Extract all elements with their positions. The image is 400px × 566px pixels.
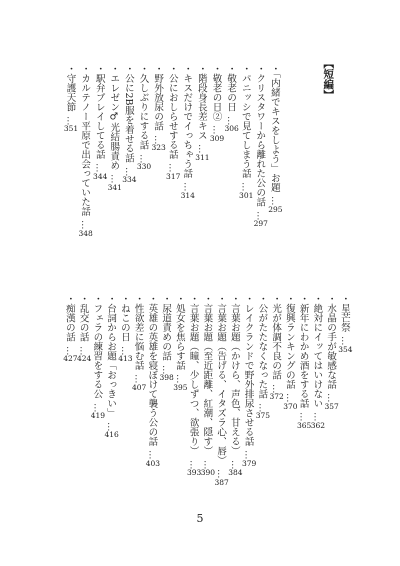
entry-title: 性欲差に悩む話 bbox=[132, 303, 144, 370]
entry-leader: … bbox=[173, 374, 185, 384]
entry-page-number: 370 bbox=[283, 401, 298, 411]
entry-page-number: 403 bbox=[145, 458, 161, 468]
entry-title: エレゼン♂光結腸責め bbox=[108, 73, 120, 170]
entry-page-number: 295 bbox=[268, 204, 283, 214]
entry-bullet: ・ bbox=[118, 294, 130, 304]
toc-entry bbox=[61, 64, 78, 133]
entry-title: 言葉お題（かけら、声色、甘える） bbox=[228, 303, 240, 456]
entry-leader: … bbox=[254, 210, 266, 220]
entry-bullet: ・ bbox=[239, 64, 251, 74]
entry-leader: … bbox=[187, 459, 199, 469]
entry-page-number: 357 bbox=[324, 401, 339, 411]
entry-title: 階段身長差キス bbox=[195, 73, 207, 140]
entry-title: 言葉お題（至近距離、紅潮、隠す） bbox=[201, 303, 213, 456]
entry-leader: … bbox=[146, 450, 158, 460]
entry-bullet: ・ bbox=[325, 294, 337, 304]
entry-bullet: ・ bbox=[254, 64, 266, 74]
entry-title: 公に2B服を着せる話 bbox=[122, 73, 134, 163]
entry-page-number: 334 bbox=[122, 175, 137, 185]
entry-title: 台詞からお題「おっきい」 bbox=[105, 303, 117, 418]
entry-bullet: ・ bbox=[146, 294, 158, 304]
entry-bullet: ・ bbox=[173, 294, 185, 304]
entry-leader: … bbox=[132, 374, 144, 384]
entry-page-number: 354 bbox=[338, 344, 353, 354]
entry-title: 星芒祭 bbox=[338, 303, 350, 332]
entry-page-number: 407 bbox=[132, 382, 147, 392]
entry-title: 守護天節 bbox=[64, 73, 76, 112]
entry-page-number: 390 bbox=[200, 468, 216, 477]
entry-page-number: 362 bbox=[310, 420, 326, 430]
entry-leader: … bbox=[64, 115, 76, 125]
entry-page-number: 341 bbox=[107, 182, 122, 192]
entry-bullet: ・ bbox=[105, 294, 117, 304]
entry-bullet: ・ bbox=[93, 64, 105, 74]
entry-bullet: ・ bbox=[122, 64, 134, 74]
entry-title: クリスタワーから離れた公の話 bbox=[254, 73, 266, 207]
entry-bullet: ・ bbox=[268, 64, 280, 74]
entry-bullet: ・ bbox=[63, 294, 75, 304]
entry-title: 敬老の日 bbox=[225, 73, 237, 112]
entry-leader: … bbox=[166, 163, 178, 173]
entry-bullet: ・ bbox=[137, 64, 149, 74]
entry-leader: … bbox=[270, 383, 282, 393]
entry-leader: … bbox=[195, 144, 207, 154]
entry-page-number: 306 bbox=[224, 124, 239, 133]
entry-page-number: 398 bbox=[159, 373, 174, 382]
entry-bullet: ・ bbox=[225, 64, 237, 74]
entry-bullet: ・ bbox=[166, 64, 178, 74]
entry-bullet: ・ bbox=[79, 64, 91, 74]
entry-title: パニッシで見てしまう話 bbox=[239, 73, 251, 178]
entry-leader: … bbox=[152, 134, 164, 144]
entry-leader: … bbox=[283, 393, 295, 403]
entry-title: 処女を焦らす話 bbox=[173, 303, 185, 370]
page-number: 5 bbox=[196, 512, 204, 525]
entry-title: 英雄の英雄を寝ぼけて襲う公の話 bbox=[146, 303, 158, 446]
entry-leader: … bbox=[160, 364, 172, 374]
entry-bullet: ・ bbox=[91, 294, 103, 304]
entry-bullet: ・ bbox=[338, 294, 350, 304]
entry-bullet: ・ bbox=[256, 294, 268, 304]
entry-bullet: ・ bbox=[187, 294, 199, 304]
entry-title: 「内緒でキスをしよう」お題 bbox=[268, 73, 280, 193]
entry-leader: … bbox=[91, 402, 103, 412]
entry-page-number: 379 bbox=[242, 458, 257, 468]
entry-page-number: 351 bbox=[63, 124, 79, 133]
entry-bullet: ・ bbox=[311, 294, 323, 304]
entry-leader: … bbox=[137, 153, 149, 163]
entry-title: 絶対にイッてはいけない bbox=[311, 303, 323, 408]
entry-title: 公がたたなくなった話 bbox=[256, 303, 268, 399]
entry-bullet: ・ bbox=[181, 64, 193, 74]
entry-page-number: 413 bbox=[118, 354, 133, 363]
entry-page-number: 393 bbox=[187, 468, 202, 477]
entry-bullet: ・ bbox=[160, 294, 172, 304]
entry-title: 公におしらせする話 bbox=[166, 73, 178, 159]
entry-leader: … bbox=[338, 336, 350, 346]
entry-page-number: 384 bbox=[228, 468, 243, 477]
entry-page-number: 395 bbox=[173, 382, 188, 392]
entry-leader: … bbox=[93, 163, 105, 173]
entry-title: キスだけでイっちゃう話 bbox=[181, 73, 193, 178]
entry-bullet: ・ bbox=[108, 64, 120, 74]
entry-page-number: 427 bbox=[63, 354, 78, 363]
entry-page-number: 365 bbox=[297, 420, 312, 430]
entry-title: カルテノー平原で出会っていた話 bbox=[79, 73, 91, 216]
entry-page-number: 348 bbox=[78, 228, 93, 238]
entry-title: フェラの練習をする公 bbox=[91, 303, 103, 399]
entry-leader: … bbox=[210, 125, 222, 135]
section-heading: 【短編】 bbox=[322, 58, 335, 100]
entry-bullet: ・ bbox=[297, 294, 309, 304]
entry-page-number: 330 bbox=[136, 162, 152, 171]
entry-title: 痴漢の話 bbox=[63, 303, 75, 342]
entry-title: 新年にわかめ酒をする話 bbox=[297, 303, 309, 408]
entry-page-number: 416 bbox=[104, 430, 119, 439]
entry-page-number: 375 bbox=[255, 411, 271, 420]
entry-title: 駅弁プレイしてる話 bbox=[93, 73, 105, 159]
entry-title: 野外放尿の話 bbox=[152, 73, 164, 131]
entry-leader: … bbox=[201, 459, 213, 469]
entry-bullet: ・ bbox=[195, 64, 207, 74]
entry-bullet: ・ bbox=[152, 64, 164, 74]
entry-leader: … bbox=[311, 412, 323, 422]
entry-leader: … bbox=[215, 469, 227, 479]
entry-title: ねこの日 bbox=[118, 303, 130, 342]
entry-title: レイクランドで野外排尿させる話 bbox=[242, 303, 254, 446]
entry-leader: … bbox=[63, 345, 75, 355]
entry-page-number: 297 bbox=[253, 219, 268, 228]
entry-bullet: ・ bbox=[64, 64, 76, 74]
entry-leader: … bbox=[242, 450, 254, 460]
entry-page-number: 301 bbox=[239, 190, 254, 200]
entry-title: 光が体調不良の話 bbox=[270, 303, 282, 380]
entry-title: 乱交の話 bbox=[77, 303, 89, 342]
entry-bullet: ・ bbox=[242, 294, 254, 304]
entry-bullet: ・ bbox=[270, 294, 282, 304]
entry-bullet: ・ bbox=[210, 64, 222, 74]
entry-title: 久しぶりにする話 bbox=[137, 73, 149, 150]
entry-page-number: 424 bbox=[77, 354, 92, 363]
entry-bullet: ・ bbox=[283, 294, 295, 304]
entry-page-number: 314 bbox=[180, 190, 195, 200]
entry-title: 復興ランキングの話 bbox=[283, 303, 295, 389]
toc-entry bbox=[60, 294, 77, 363]
entry-page-number: 419 bbox=[90, 411, 106, 420]
entry-leader: … bbox=[79, 220, 91, 230]
entry-leader: … bbox=[105, 421, 117, 431]
entry-leader: … bbox=[77, 345, 89, 355]
entry-page-number: 311 bbox=[195, 152, 210, 162]
entry-leader: … bbox=[297, 412, 309, 422]
entry-title: 言葉お題（告げる、イタズラ心、唇） bbox=[215, 303, 227, 465]
entry-title: 尿道責めの話 bbox=[160, 303, 172, 361]
entry-leader: … bbox=[225, 115, 237, 125]
entry-page-number: 344 bbox=[93, 171, 108, 181]
entry-title: 水晶の手が敏感な話 bbox=[325, 303, 337, 389]
entry-page-number: 317 bbox=[166, 171, 181, 181]
entry-page-number: 309 bbox=[209, 133, 225, 143]
entry-page-number: 372 bbox=[269, 392, 284, 401]
entry-leader: … bbox=[325, 393, 337, 403]
entry-leader: … bbox=[268, 196, 280, 206]
entry-bullet: ・ bbox=[132, 294, 144, 304]
entry-bullet: ・ bbox=[77, 294, 89, 304]
entry-page-number: 323 bbox=[151, 143, 166, 152]
entry-title: 敬老の日② bbox=[210, 73, 222, 121]
entry-leader: … bbox=[108, 174, 120, 184]
entry-page-number: 387 bbox=[214, 477, 229, 487]
entry-leader: … bbox=[256, 402, 268, 412]
entry-leader: … bbox=[228, 459, 240, 469]
entry-title: 言葉お題（瞳、少しずつ、欲張り） bbox=[187, 303, 199, 456]
entry-bullet: ・ bbox=[215, 294, 227, 304]
entry-leader: … bbox=[181, 182, 193, 192]
entry-leader: … bbox=[118, 345, 130, 355]
entry-leader: … bbox=[239, 182, 251, 192]
entry-bullet: ・ bbox=[201, 294, 213, 304]
entry-bullet: ・ bbox=[228, 294, 240, 304]
entry-leader: … bbox=[122, 166, 134, 177]
